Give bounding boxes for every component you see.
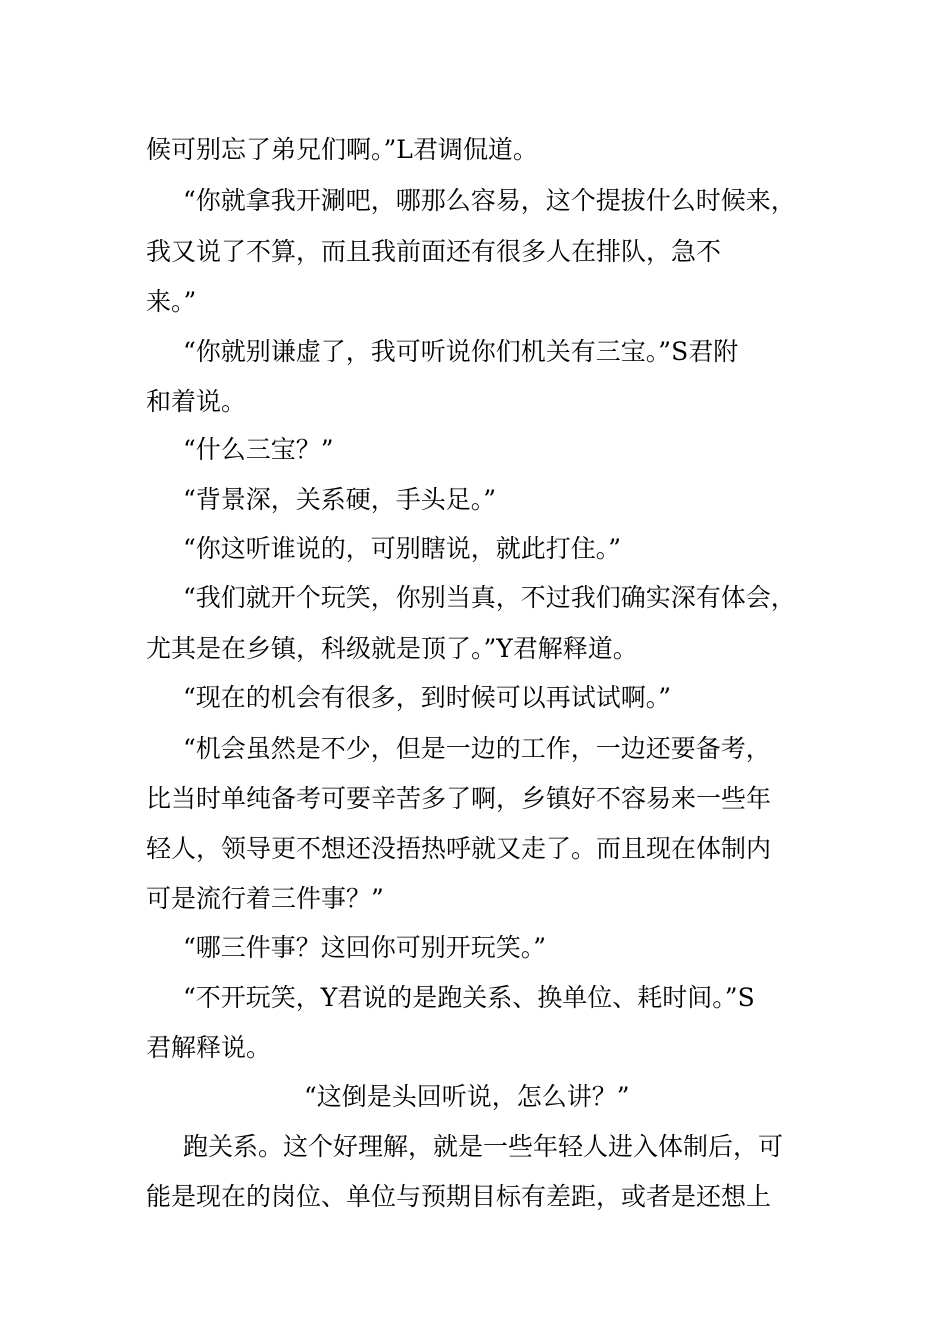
text-line: 来。” <box>146 287 197 316</box>
text-line: “你就拿我开涮吧，哪那么容易，这个提拔什么时候来， <box>183 186 796 215</box>
text-line: “我们就开个玩笑，你别当真，不过我们确实深有体会， <box>183 583 796 612</box>
text-line: “你就别谦虚了，我可听说你们机关有三宝。”S君附 <box>183 337 739 366</box>
text-line: “这倒是头回听说，怎么讲？” <box>304 1082 630 1111</box>
text-line: 我又说了不算，而且我前面还有很多人在排队，急不 <box>146 237 722 266</box>
text-line: “不开玩笑，Y君说的是跑关系、换单位、耗时间。”S <box>183 983 755 1012</box>
text-line: “机会虽然是不少，但是一边的工作，一边还要备考， <box>183 734 771 763</box>
text-line: 君解释说。 <box>146 1033 272 1062</box>
text-line: “背景深，关系硬，手头足。” <box>183 485 497 514</box>
text-line: “什么三宝？” <box>183 435 334 464</box>
text-line: “你这听谁说的，可别瞎说，就此打住。” <box>183 534 622 563</box>
text-line: 和着说。 <box>146 387 247 416</box>
text-line: 比当时单纯备考可要辛苦多了啊，乡镇好不容易来一些年 <box>146 784 772 813</box>
text-line: 跑关系。这个好理解，就是一些年轻人进入体制后，可 <box>183 1132 784 1161</box>
text-line: “哪三件事？这回你可别开玩笑。” <box>183 933 547 962</box>
text-line: 轻人，领导更不想还没捂热呼就又走了。而且现在体制内 <box>146 834 772 863</box>
text-line: “现在的机会有很多，到时候可以再试试啊。” <box>183 683 672 712</box>
text-line: 尤其是在乡镇，科级就是顶了。”Y君解释道。 <box>146 634 638 663</box>
text-line: 候可别忘了弟兄们啊。”L君调侃道。 <box>146 135 538 164</box>
text-line: 能是现在的岗位、单位与预期目标有差距，或者是还想上 <box>146 1182 772 1211</box>
text-line: 可是流行着三件事？” <box>146 884 384 913</box>
